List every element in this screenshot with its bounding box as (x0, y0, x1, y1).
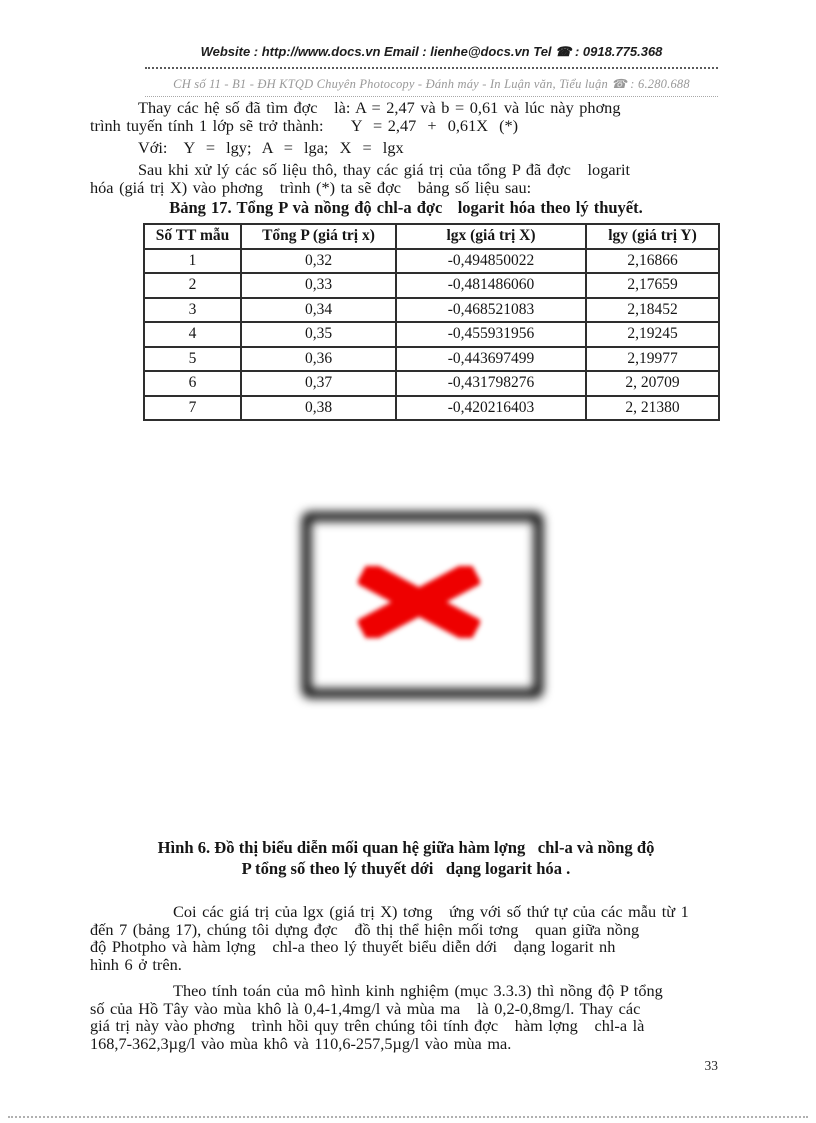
table-cell: 2,16866 (586, 249, 719, 274)
text-line: Sau khi xử lý các số liệu thô, thay các giá trị của tổng P đã đợc logarit (138, 160, 631, 179)
table-cell: -0,494850022 (396, 249, 586, 274)
table-cell: 0,37 (241, 371, 396, 396)
broken-image-placeholder (300, 510, 545, 700)
table-header-row (144, 224, 719, 249)
text-line: hình 6 ở trên. (90, 954, 182, 974)
table-cell: -0,431798276 (396, 371, 586, 396)
text-line: hóa (giá trị X) vào phơng trình (*) ta sẽ đợc bảng số liệu sau: (90, 177, 532, 197)
table-title: Bảng 17. Tổng P và nồng độ chl-a đợc logarit hóa theo lý thuyết. (169, 198, 643, 217)
table-header-cell: lgy (giá trị Y) (586, 224, 719, 249)
table-row (144, 273, 719, 298)
table-cell: 2, 20709 (586, 371, 719, 396)
table-cell: 2,17659 (586, 273, 719, 298)
broken-image-icon (358, 566, 480, 638)
text-line: Coi các giá trị của lgx (giá trị X) tơng ứng với số thứ tự của các mẫu từ 1 (173, 902, 689, 921)
table-header-cell: lgx (giá trị X) (396, 224, 586, 249)
table-cell: -0,481486060 (396, 273, 586, 298)
table-cell: 0,35 (241, 322, 396, 347)
text-line: Theo tính toán của mô hình kinh nghiệm (mục 3.3.3) thì nồng độ P tổng (173, 981, 663, 1000)
table-cell: 3 (144, 298, 241, 323)
table-cell: -0,455931956 (396, 322, 586, 347)
text-line: Với: Y = lgy; A = lga; X = lgx (138, 138, 404, 157)
paragraph-coefficients (90, 99, 722, 134)
table-cell: 0,32 (241, 249, 396, 274)
table-row (144, 249, 719, 274)
table-cell: 2,19245 (586, 322, 719, 347)
table-header-cell: Số TT mẫu (144, 224, 241, 249)
table-cell: 2,19977 (586, 347, 719, 372)
table-cell: 0,38 (241, 396, 396, 421)
table-cell: 5 (144, 347, 241, 372)
page-number: 33 (704, 1058, 718, 1073)
paragraph-variables (90, 139, 722, 157)
table-cell: 1 (144, 249, 241, 274)
text-line: Hình 6. Đồ thị biểu diễn mối quan hệ giữa hàm lợng chl-a và nồng độ (157, 838, 655, 857)
table-row (144, 396, 719, 421)
table-cell: -0,468521083 (396, 298, 586, 323)
text-line: 168,7-362,3µg/l vào mùa khô và 110,6-257,5µg/l vào mùa ma. (90, 1033, 512, 1053)
table-row (144, 371, 719, 396)
header-copyshop-line: CH số 11 - B1 - ĐH KTQD Chuyên Photocopy - Đánh máy - In Luận văn, Tiểu luận ☎ : 6.280.688 (145, 76, 718, 97)
text-line: Thay các hệ số đã tìm đợc là: A = 2,47 và b = 0,61 và lúc này phơng (138, 98, 621, 117)
table-cell: -0,420216403 (396, 396, 586, 421)
text-line: số của Hồ Tây vào mùa khô là 0,4-1,4mg/l và mùa ma là 0,2-0,8mg/l. Thay các (90, 998, 641, 1018)
text-line: trình tuyến tính 1 lớp sẽ trở thành: Y = 2,47 + 0,61X (*) (90, 115, 519, 135)
text-line: đến 7 (bảng 17), chúng tôi dựng đợc đồ thị thể hiện mối tơng quan giữa nồng (90, 919, 640, 939)
paragraph-graph-description (90, 903, 722, 973)
text-line: P tổng số theo lý thuyết dới dạng logarit hóa . (241, 859, 571, 878)
header-website-line: Website : http://www.docs.vn Email : lienhe@docs.vn Tel ☎ : 0918.775.368 (145, 44, 718, 69)
data-table (143, 223, 720, 421)
table-cell: 2 (144, 273, 241, 298)
table-cell: 0,33 (241, 273, 396, 298)
table-cell: 2, 21380 (586, 396, 719, 421)
table-cell: -0,443697499 (396, 347, 586, 372)
text-line: giá trị này vào phơng trình hồi quy trên chúng tôi tính đợc hàm lợng chl-a là (90, 1016, 645, 1036)
figure-caption (90, 837, 722, 879)
table-row (144, 298, 719, 323)
table-cell: 2,18452 (586, 298, 719, 323)
table-row (144, 322, 719, 347)
table-cell: 7 (144, 396, 241, 421)
text-line: độ Photpho và hàm lợng chl-a theo lý thuyết biểu diễn dới dạng logarit nh (90, 937, 616, 957)
table-cell: 0,34 (241, 298, 396, 323)
paragraph-data-processing (90, 161, 722, 196)
footer-dotted-divider (8, 1116, 808, 1118)
table-cell: 4 (144, 322, 241, 347)
paragraph-model-results (90, 982, 722, 1052)
table-cell: 6 (144, 371, 241, 396)
table-header-cell: Tổng P (giá trị x) (241, 224, 396, 249)
table-cell: 0,36 (241, 347, 396, 372)
table-row (144, 347, 719, 372)
